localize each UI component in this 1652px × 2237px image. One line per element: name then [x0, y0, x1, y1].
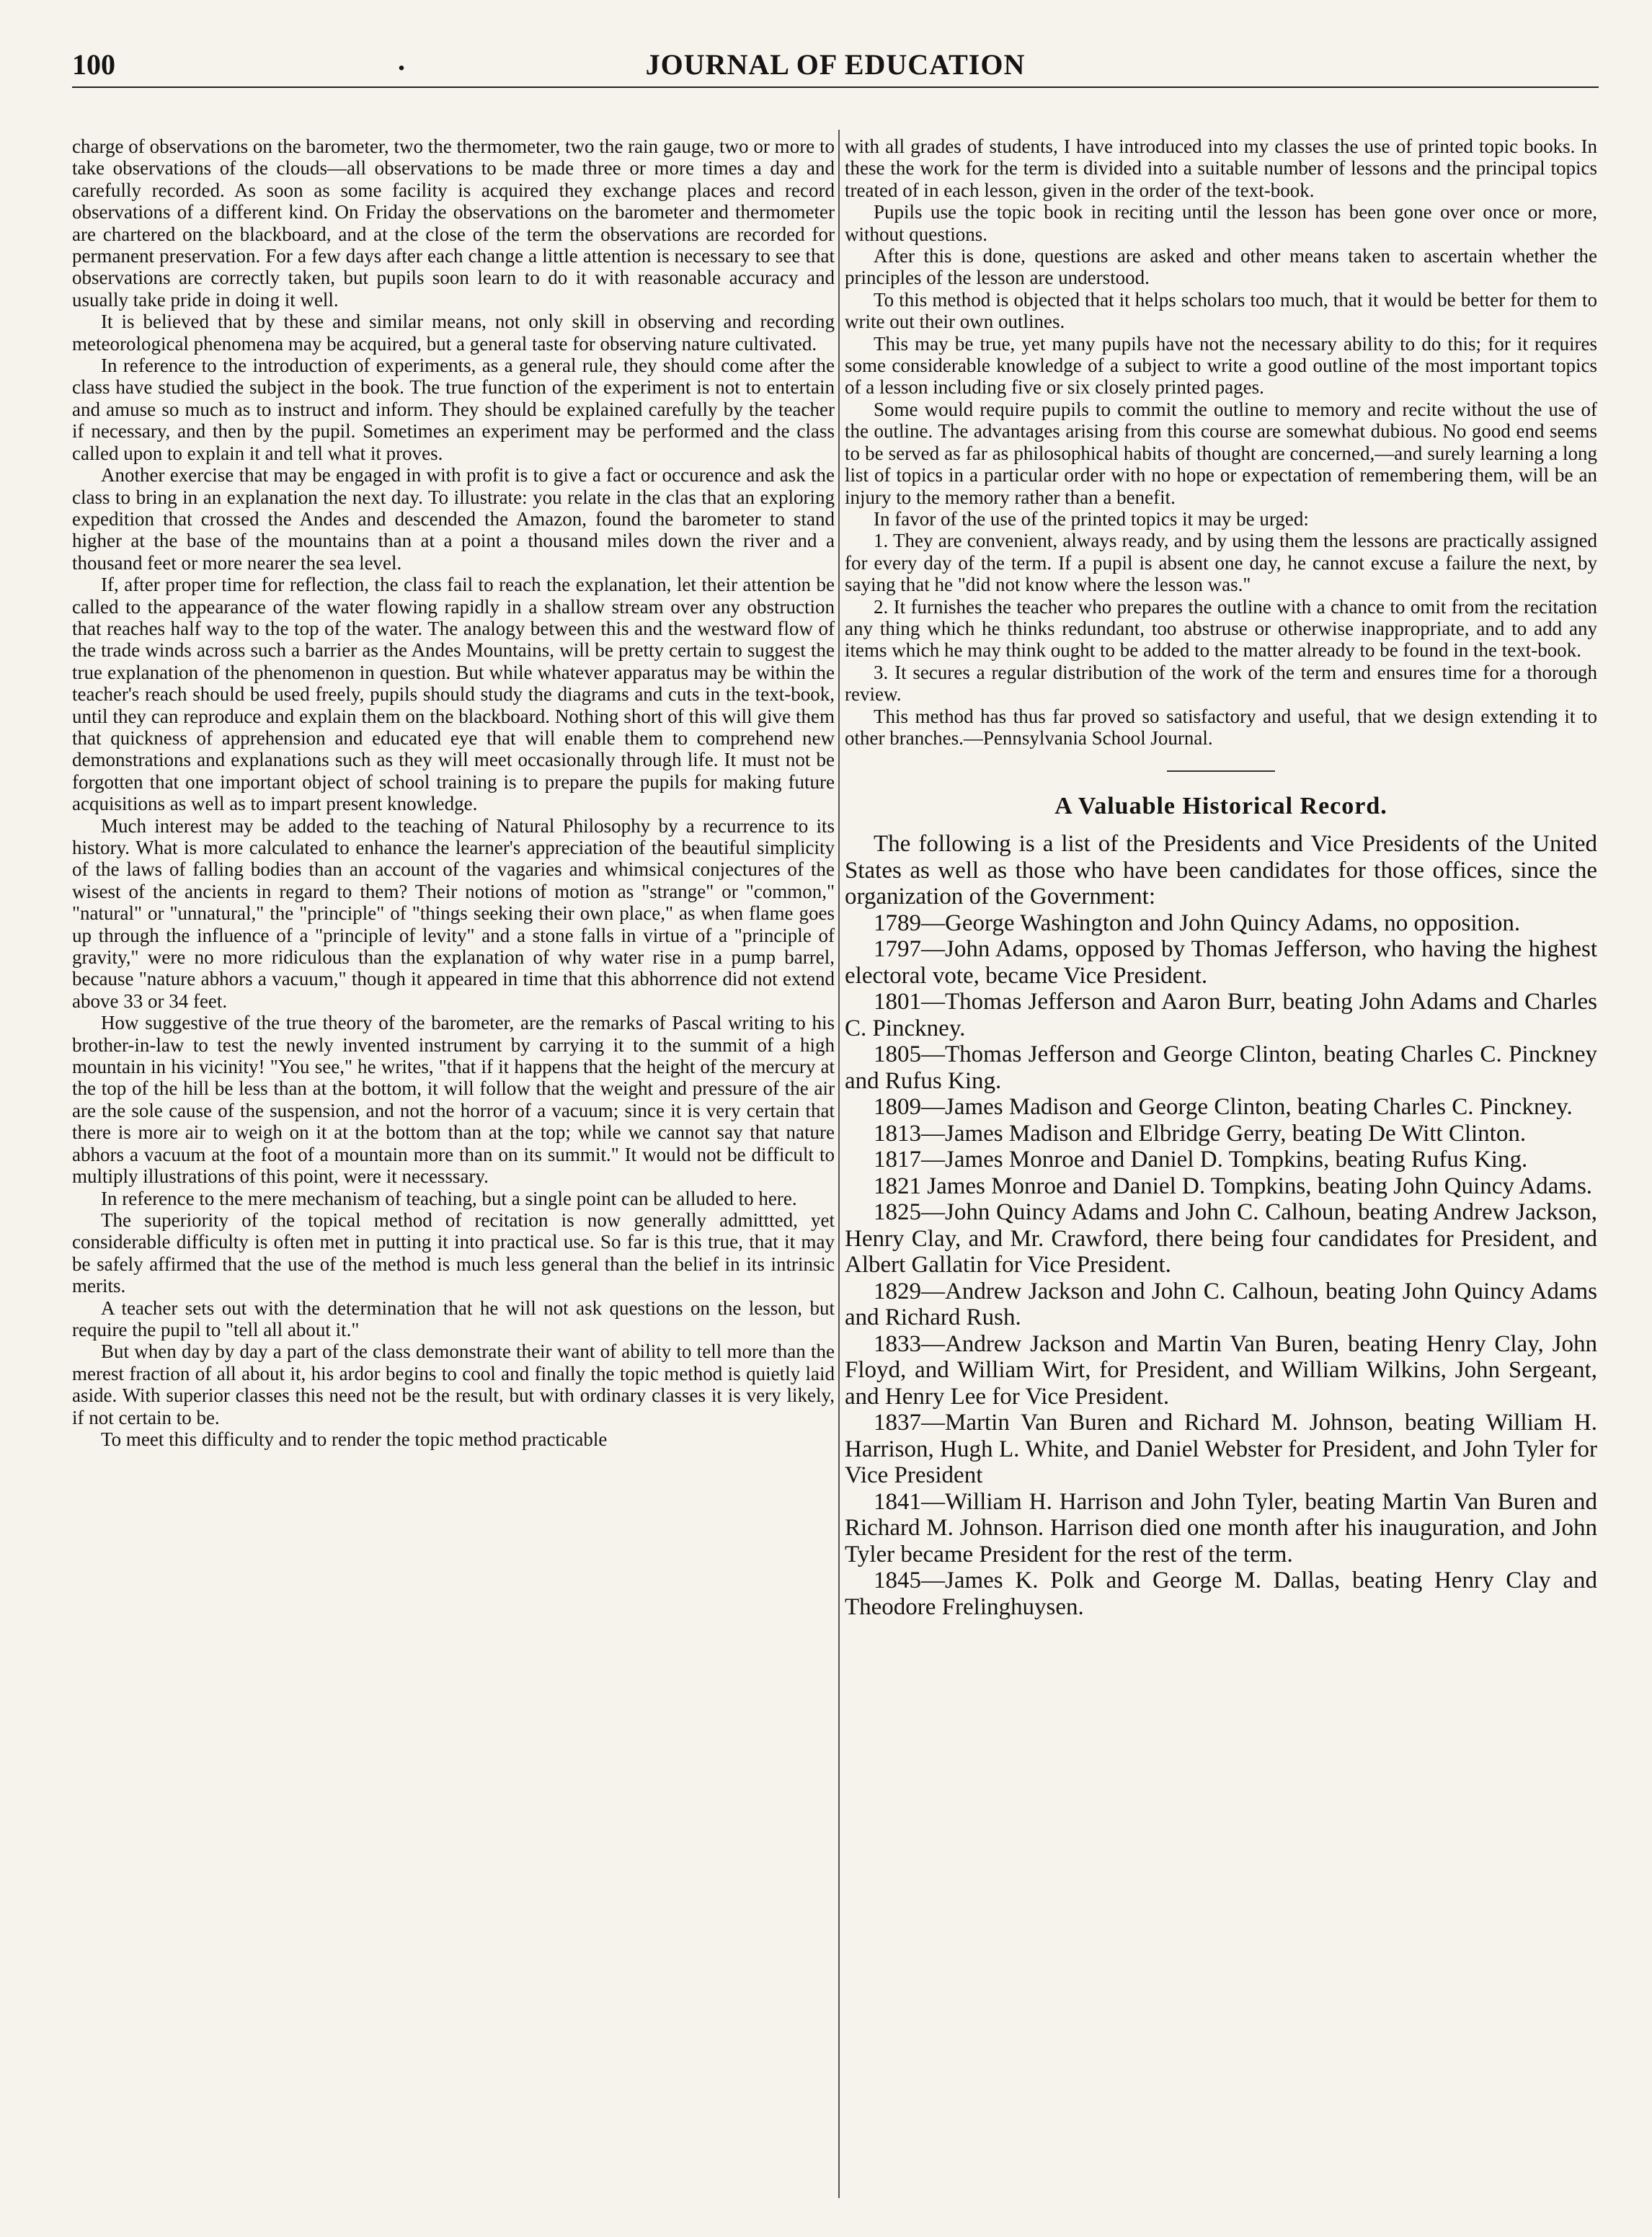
- article-paragraph: Another exercise that may be engaged in with profit is to give a fact or occurence and ask the class to bring in an explanation the next day. To illustrate: you relate in the clas that an exploring expedition that crossed the Andes and descended the Amazon, found the barometer to stand higher at the base of the mountains than at a point a thousand miles down the river and a thousand feet or more nearer the sea level.: [72, 464, 835, 574]
- record-entry: 1833—Andrew Jackson and Martin Van Buren, beating Henry Clay, John Floyd, and William Wirt, for President, and William Wilkins, John Sergeant, and Henry Lee for Vice President.: [845, 1330, 1597, 1410]
- header-dot: .: [398, 44, 405, 76]
- record-entry: 1841—William H. Harrison and John Tyler, beating Martin Van Buren and Richard M. Johnson. Harrison died one month after his inauguration, and John Tyler became President for the rest of the term.: [845, 1488, 1597, 1567]
- article-paragraph: In favor of the use of the printed topics it may be urged:: [874, 507, 1309, 530]
- article-paragraph: Pupils use the topic book in reciting until the lesson has been gone over once or more, without questions.: [845, 201, 1597, 245]
- article-paragraph: After this is done, questions are asked and other means taken to ascertain whether the principles of the lesson are understood.: [845, 245, 1597, 289]
- article-paragraph: This may be true, yet many pupils have not the necessary ability to do this; for it requires some considerable knowledge of a subject to write a good outline of the most important topics of a lesson including five or six closely printed pages.: [845, 332, 1597, 399]
- record-entry: 1837—Martin Van Buren and Richard M. Johnson, beating William H. Harrison, Hugh L. White, and Daniel Webster for President, and John Tyler for Vice President: [845, 1410, 1597, 1489]
- article-paragraph: Some would require pupils to commit the outline to memory and recite without the use of the outline. The advantages arising from this course are somewhat dubious. No good end seems to be served as far as philosophical habits of thought are concerned,—and surely learning a long list of topics in a particular order with no hope or expectation of remembering them, will be an injury to the memory rather than a benefit.: [845, 398, 1597, 508]
- article-paragraph: charge of observations on the barometer, two the thermometer, two the rain gauge, two or more to take observations of the clouds—all observations to be made three or more times a day and carefully recorded. As soon as some facility is acquired they exchange places and record observations of a different kind. On Friday the observations on the barometer and thermometer are chartered on the blackboard, and at the close of the term the observations are recorded for permanent preservation. For a few days after each change a little attention is necessary to see that observations are correctly taken, but pupils soon learn to do it with reasonable accuracy and usually take pride in doing it well.: [72, 135, 835, 311]
- article-paragraph: It is believed that by these and similar means, not only skill in observing and recording meteorological phenomena may be acquired, but a general taste for observing nature cultivated.: [72, 311, 835, 355]
- article-paragraph: Much interest may be added to the teaching of Natural Philosophy by a recurrence to its history. What is more calculated to enhance the learner's appreciation of the beautiful simplicity of the laws of falling bodies than an account of the vagaries and whimsical conjectures of the wisest of the ancients in regard to them? Their notions of motion as "strange" or "common," "natural" or "unnatural," the "principle" of "things seeking their own place," as when flame goes up through the influence of a "principle of levity" and a stone falls in virtue of a "principle of gravity," were no more ridiculous than the explanation of why water rise in a pump barrel, because "nature abhors a vacuum," though it appeared in time that this abhorrence did not extend above 33 or 34 feet.: [72, 814, 835, 1012]
- record-entry: 1817—James Monroe and Daniel D. Tompkins, beating Rufus King.: [874, 1147, 1528, 1173]
- record-entry: 1825—John Quincy Adams and John C. Calhoun, beating Andrew Jackson, Henry Clay, and Mr. Crawford, there being four candidates for President, and Albert Gallatin for Vice President.: [845, 1199, 1597, 1278]
- page-number: 100: [72, 48, 115, 81]
- record-entry: 1789—George Washington and John Quincy Adams, no opposition.: [874, 910, 1521, 936]
- article-paragraph: This method has thus far proved so satisfactory and useful, that we design extending it to other branches.—Pennsylvania School Journal.: [845, 705, 1597, 749]
- article-paragraph: To this method is objected that it helps scholars too much, that it would be better for them to write out their own outlines.: [845, 288, 1597, 333]
- article-paragraph: A teacher sets out with the determination that he will not ask questions on the lesson, but require the pupil to "tell all about it.": [72, 1297, 835, 1340]
- record-entry: 1809—James Madison and George Clinton, beating Charles C. Pinckney.: [874, 1094, 1573, 1121]
- record-entry: 1813—James Madison and Elbridge Gerry, beating De Witt Clinton.: [874, 1120, 1527, 1147]
- article-paragraph: with all grades of students, I have introduced into my classes the use of printed topic books. In these the work for the term is divided into a suitable number of lessons and the principal topics treated of in each lesson, given in the order of the text-book.: [845, 135, 1597, 201]
- historical-record: [845, 831, 1597, 1620]
- article-paragraph: In reference to the mere mechanism of teaching, but a single point can be alluded to here.: [101, 1187, 797, 1209]
- record-entry: 1797—John Adams, opposed by Thomas Jefferson, who having the highest electoral vote, became Vice President.: [845, 936, 1597, 989]
- article-paragraph: In reference to the introduction of experiments, as a general rule, they should come after the class have studied the subject in the book. The true function of the experiment is not to entertain and amuse so much as to instruct and inform. They should be explained carefully by the teacher if necessary, and then by the pupil. Sometimes an experiment may be performed and the class called upon to explain it and tell what it proves.: [72, 355, 835, 464]
- record-entry: 1801—Thomas Jefferson and Aaron Burr, beating John Adams and Charles C. Pinckney.: [845, 989, 1597, 1041]
- left-column: [72, 135, 835, 2197]
- section-separator-rule: [1167, 770, 1275, 772]
- record-intro: The following is a list of the Presidents and Vice Presidents of the United States as well as those who have been candidates for those offices, since the organization of the Government:: [845, 831, 1597, 910]
- article-paragraph: 2. It furnishes the teacher who prepares the outline with a chance to omit from the recitation any thing which he thinks redundant, too abstruse or otherwise inappropriate, and to add any items which he may think ought to be added to the matter already to be found in the text-book.: [845, 595, 1597, 662]
- article-paragraph: The superiority of the topical method of recitation is now generally admittted, yet considerable difficulty is often met in putting it into practical use. So far is this true, that it may be safely affirmed that the use of the method is much less general than the belief in its intrinsic merits.: [72, 1209, 835, 1297]
- section-heading: A Valuable Historical Record.: [1054, 793, 1387, 820]
- column-divider: [838, 130, 840, 2198]
- record-entry: 1829—Andrew Jackson and John C. Calhoun, beating John Quincy Adams and Richard Rush.: [845, 1278, 1597, 1331]
- record-entry: 1805—Thomas Jefferson and George Clinton, beating Charles C. Pinckney and Rufus King.: [845, 1041, 1597, 1094]
- record-entry: 1845—James K. Polk and George M. Dallas, beating Henry Clay and Theodore Frelinghuysen.: [845, 1567, 1597, 1620]
- article-paragraph: If, after proper time for reflection, the class fail to reach the explanation, let their attention be called to the appearance of the water flowing rapidly in a shallow stream over any obstruction that reaches half way to the top of the water. The analogy between this and the westward flow of the trade winds across such a barrier as the Andes Mountains, will be pretty certain to suggest the true explanation of the phenomenon in question. But while whatever apparatus may be within the teacher's reach should be used freely, pupils should study the diagrams and cuts in the text-book, until they can reproduce and explain them on the blackboard. Nothing short of this will give them that quickness of apprehension and educated eye that will enable them to comprehend new demonstrations and explanations such as they will meet occasionally through life. It must not be forgotten that one important object of school training is to prepare the pupils for making future acquisitions as well as to impart present knowledge.: [72, 574, 835, 815]
- article-paragraph: How suggestive of the true theory of the barometer, are the remarks of Pascal writing to his brother-in-law to test the newly invented instrument by carrying it to the summit of a high mountain in his vicinity! "You see," he writes, "that if it happens that the height of the mercury at the top of the hill be less than at the bottom, it will follow that the weight and pressure of the air are the sole cause of the suspension, and not the horror of a vacuum; since it is very certain that there is more air to weigh on it at the bottom than at the top; while we cannot say that nature abhors a vacuum at the foot of a mountain more than on its summit." It would not be difficult to multiply illustrations of this point, were it necesssary.: [72, 1012, 835, 1188]
- article-paragraph: But when day by day a part of the class demonstrate their want of ability to tell more than the merest fraction of all about it, his ardor begins to cool and finally the topic method is quietly laid aside. With superior classes this need not be the result, but with ordinary classes it is very likely, if not certain to be.: [72, 1340, 835, 1428]
- article-paragraph: 3. It secures a regular distribution of the work of the term and ensures time for a thorough review.: [845, 661, 1597, 706]
- right-column: [845, 135, 1597, 2197]
- record-entry: 1821 James Monroe and Daniel D. Tompkins, beating John Quincy Adams.: [874, 1173, 1593, 1199]
- journal-title: JOURNAL OF EDUCATION: [645, 48, 1026, 81]
- running-header: [72, 43, 1599, 88]
- article-paragraph: 1. They are convenient, always ready, and by using them the lessons are practically assigned for every day of the term. If a pupil is absent one day, he cannot excuse a failure the next, by saying that he "did not know where the lesson was.": [845, 530, 1597, 596]
- article-paragraph: To meet this difficulty and to render the topic method practicable: [101, 1428, 608, 1450]
